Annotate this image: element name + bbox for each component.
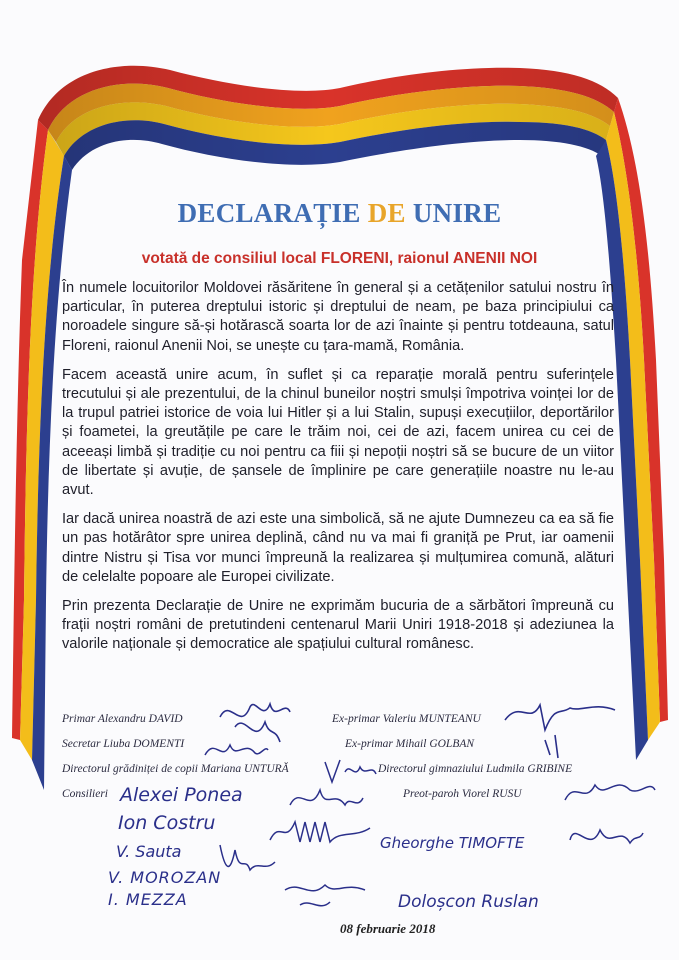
document-title bbox=[0, 198, 679, 229]
ribbon-top bbox=[38, 66, 618, 170]
signatory-secretar: Secretar Liuba DOMENTI bbox=[62, 738, 185, 750]
signature-scribble-ex-primar-1 bbox=[500, 690, 620, 760]
handwritten-consilier-5: I. MEZZA bbox=[108, 890, 188, 909]
document-subtitle: votată de consiliul local FLORENI, raionul ANENII NOI bbox=[141, 250, 538, 267]
title-word-unire: UNIRE bbox=[412, 198, 502, 228]
paragraph-2: Facem această unire acum, în suflet și ca reparație morală pentru suferințele trecutului și ale prezentului, de la chinul buneilor noștri smulși împotriva voinței lor de la trupul patriei istorice de voia lui Hitler și a lui Stalin, supuși execuțiilor, deportărilor și foametei, la greutățile pe care le trăim noi, cei de azi, facem unirea cu cei de aceeași limbă și tradiție cu noi pentru ca fiii și nepoții noștri să se bucure de un viitor de libertate și avuție, de șansele de împlinire pe care generațiile noastre nu le-au avut. bbox=[62, 366, 614, 499]
signatory-primar: Primar Alexandru DAVID bbox=[62, 713, 183, 725]
signature-scribble-consilier-2 bbox=[265, 810, 375, 850]
signatory-preot: Preot-paroh Viorel RUSU bbox=[403, 788, 522, 800]
signature-scribble-consilier-4 bbox=[565, 815, 645, 860]
signatory-director-gimnaziu: Directorul gimnaziului Ludmila GRIBINE bbox=[378, 763, 573, 775]
signatory-ex-primar-2: Ex-primar Mihail GOLBAN bbox=[345, 738, 475, 750]
document-date: 08 februarie 2018 bbox=[340, 921, 436, 936]
signatory-consilieri: Consilieri bbox=[62, 788, 109, 800]
handwritten-consilier-1: Alexei Ponea bbox=[120, 784, 243, 806]
signature-scribble-preot bbox=[560, 765, 660, 815]
handwritten-consilier-4: V. MOROZAN bbox=[108, 868, 222, 887]
signature-scribble-secretar bbox=[200, 735, 270, 765]
paragraph-1: În numele locuitorilor Moldovei răsăritene în general și a cetățenilor satului nostru în particular, în puterea dreptului istoric și dreptului de neam, pe baza principiului ca noroadele singure să-și hotărască soarta lor de azi înainte și pentru totdeauna, satul Floreni, raionul Anenii Noi, se unește cu țara-mamă, România. bbox=[62, 280, 614, 354]
handwritten-consilier-7: Doloșcon Ruslan bbox=[398, 892, 539, 912]
paragraph-4: Prin prezenta Declarație de Unire ne exprimăm bucuria de a sărbători împreună cu frații noștri români de pretutindeni centenarul Marii Uniri 1918-2018 și adeziunea la valorile naționale și democratice ale spațiului cultural românesc. bbox=[62, 598, 614, 653]
handwritten-consilier-2: Ion Costru bbox=[118, 812, 216, 834]
paragraph-3: Iar dacă unirea noastră de azi este una simbolică, să ne ajute Dumnezeu ca ea să fie un pas hotărâtor spre unirea deplină, când nu va mai fi graniță pe Prut, iar oamenii dintre Nistru și Tisa vor munci împreună la realizarea și mulțumirea comună, alături de celelalte popoare ale Europei civilizate. bbox=[62, 511, 614, 585]
signature-scribble-consilier-5 bbox=[280, 870, 370, 915]
ribbon-top-shade bbox=[38, 66, 618, 170]
handwritten-consilier-6: Gheorghe TIMOFTE bbox=[380, 834, 525, 852]
declaration-body bbox=[62, 279, 614, 665]
title-word-declaratie: DECLARAȚIE bbox=[177, 198, 361, 228]
signatory-director-gradinita: Directorul grădiniței de copii Mariana UNTURĂ bbox=[62, 763, 289, 775]
signatory-ex-primar-1: Ex-primar Valeriu MUNTEANU bbox=[332, 713, 481, 725]
title-word-de: DE bbox=[367, 198, 406, 228]
handwritten-consilier-3: V. Sauta bbox=[116, 842, 182, 861]
